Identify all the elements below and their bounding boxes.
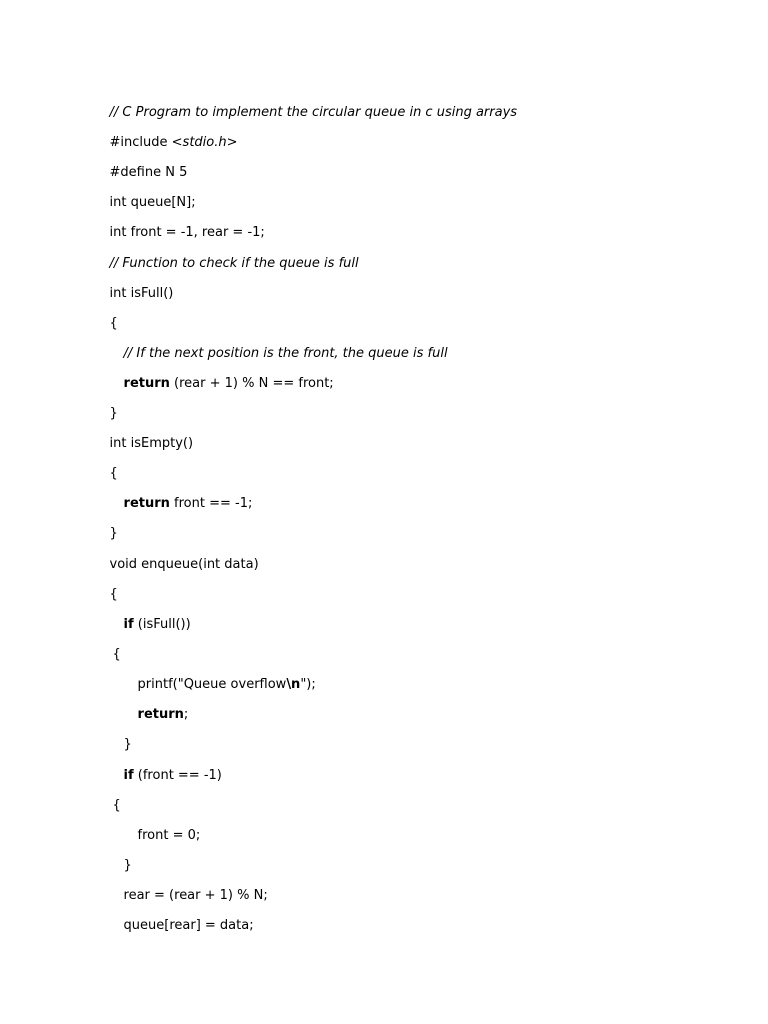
code-text: #include [109, 135, 172, 150]
code-text: ; [183, 707, 189, 722]
code-keyword: return [123, 496, 170, 511]
code-text: front = 0; [137, 828, 201, 843]
code-keyword: return [123, 376, 170, 391]
code-text: { [109, 466, 118, 481]
code-text: "); [300, 677, 316, 692]
code-text: (rear + 1) % N == front; [169, 376, 334, 391]
code-keyword: if [123, 768, 134, 783]
code-keyword: if [123, 617, 134, 632]
code-enqueue-signature [93, 541, 259, 589]
code-text: // Function to check if the queue is full [109, 256, 359, 271]
code-text: } [109, 406, 118, 421]
code-text: int front = -1, rear = -1; [109, 225, 265, 240]
code-text: rear = (rear + 1) % N; [123, 888, 268, 903]
code-text: queue[rear] = data; [123, 918, 254, 933]
code-escape: \n [286, 677, 301, 692]
code-text: { [112, 647, 121, 662]
code-text: { [109, 316, 118, 331]
code-queue-assign [107, 902, 254, 950]
code-if-front-empty [107, 752, 222, 800]
code-text: #define N 5 [109, 165, 188, 180]
code-text: } [123, 737, 132, 752]
code-return-isfull [107, 360, 334, 408]
code-text: // If the next position is the front, the queue is full [123, 346, 448, 361]
code-brace-open [96, 631, 121, 679]
code-text: int isEmpty() [109, 436, 194, 451]
code-header-name: <stdio.h> [171, 135, 238, 150]
code-keyword: return [137, 707, 184, 722]
code-text: (isFull()) [133, 617, 191, 632]
code-text: int queue[N]; [109, 195, 196, 210]
code-text: front == -1; [169, 496, 253, 511]
code-text: // C Program to implement the circular queue in c using arrays [109, 105, 518, 120]
code-text: (front == -1) [133, 768, 222, 783]
code-text: } [123, 858, 132, 873]
code-text: } [109, 526, 118, 541]
code-text: void enqueue(int data) [109, 557, 259, 572]
code-front-assign [121, 812, 200, 860]
code-brace-open [96, 782, 121, 830]
code-text: { [109, 587, 118, 602]
code-text: int isFull() [109, 286, 174, 301]
code-text: printf("Queue overflow [137, 677, 287, 692]
code-text: { [112, 798, 121, 813]
code-return-isempty [107, 480, 252, 528]
